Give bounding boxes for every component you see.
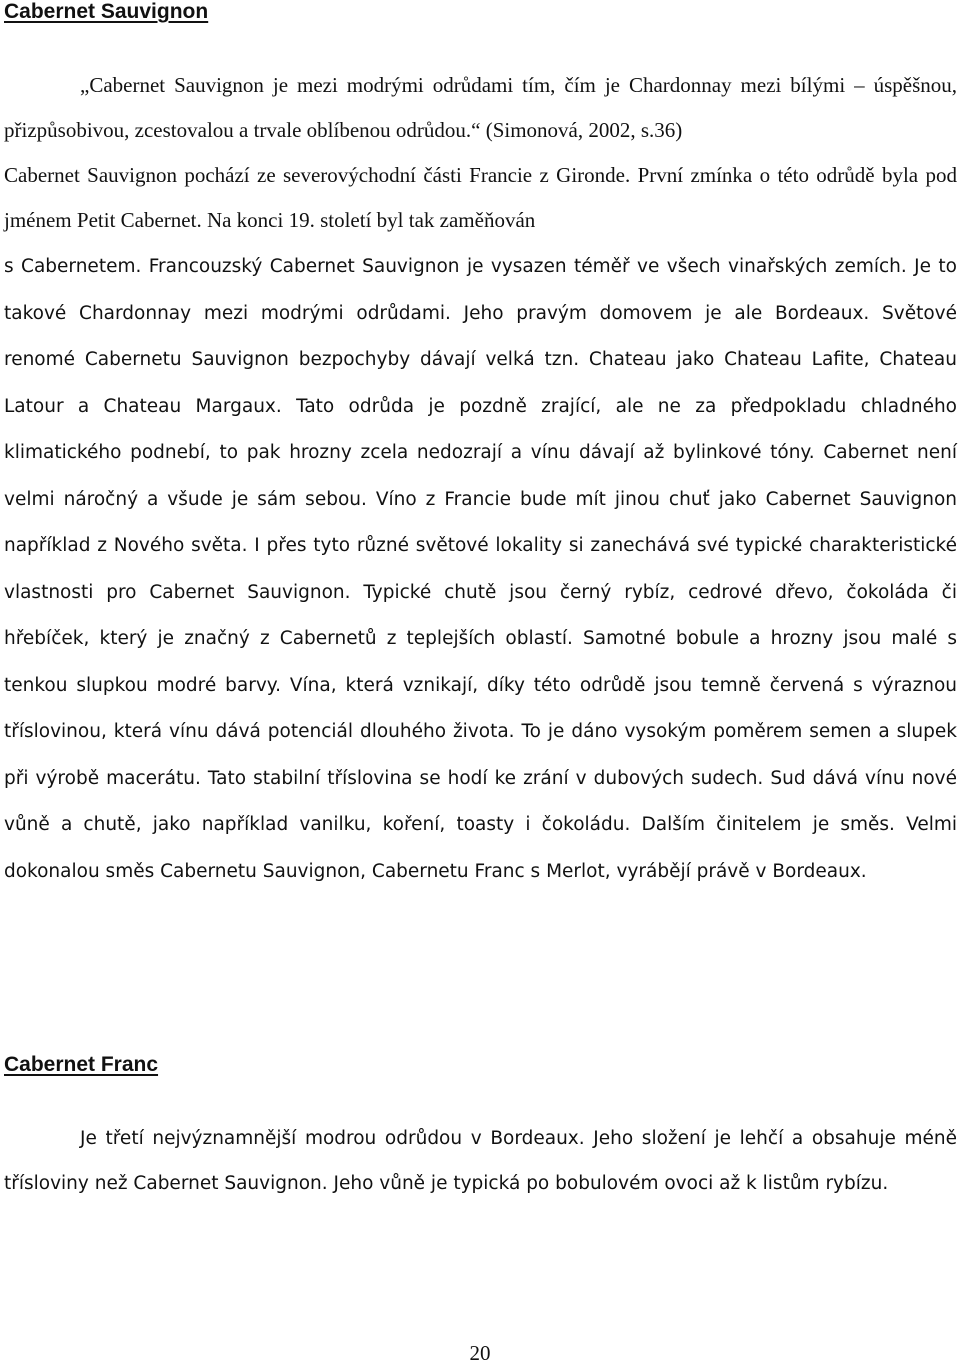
page-number: 20 bbox=[469, 1341, 491, 1365]
section-heading-cabernet-franc: Cabernet Franc bbox=[4, 1053, 159, 1076]
quote-paragraph bbox=[4, 63, 957, 894]
cabernet-franc-paragraph: Je třetí nejvýznamnější modrou odrůdou v Bordeaux. Jeho složení je lehčí a obsahuje méně třísloviny než Cabernet Sauvignon. Jeho vůně je typická po bobulovém ovoci až k listům rybízu. bbox=[4, 1128, 957, 1194]
body-text: s Cabernetem. Francouzský Cabernet Sauvignon je vysazen téměř ve všech vinařských zemích. Je to takové Chardonnay mezi modrými odrůdami. Jeho pravým domovem je ale Bordeaux. Světové renomé Cabernetu Sauvignon bezpochyby dávají velká tzn. Chateau jako Chateau Lafite, Chateau Latour a Chateau Margaux. Tato odrůda je pozdně zrající, ale ne za předpokladu chladného klimatického podnebí, to pak hrozny zcela nedozrají a vínu dávají až bylinkové tóny. Cabernet není velmi náročný a všude je sám sebou. Víno z Francie bude mít jinou chuť jako Cabernet Sauvignon například z Nového světa. I přes tyto různé světové lokality si zanechává své typické charakteristické vlastnosti pro Cabernet Sauvignon. Typické chutě jsou černý rybíz, cedrové dřevo, čokoláda či hřebíček, který je značný z Cabernetů z teplejších oblastí. Samotné bobule a hrozny jsou malé s tenkou slupkou modré barvy. Vína, která vznikají, díky této odrůdě jsou temně červená s výraznou tříslovinou, která vínu dává potenciál dlouhého života. To je dáno vysokým poměrem semen a slupek při výrobě macerátu. Tato stabilní tříslovina se hodí ke zrání v dubových sudech. Sud dává vínu nové vůně a chutě, jako například vanilku, koření, toasty i čokoládu. Dalším činitelem je směs. Velmi dokonalou směs Cabernetu Sauvignon, Cabernetu Franc s Merlot, vyrábějí právě v Bordeaux. bbox=[4, 256, 957, 882]
quote-text: „Cabernet Sauvignon je mezi modrými odrůdami tím, čím je Chardonnay mezi bílými – úspěšnou, přizpůsobivou, zcestovalou a trvale oblíbenou odrůdou.“ (Simonová, 2002, s.36) bbox=[4, 73, 957, 142]
intro-text: Cabernet Sauvignon pochází ze severovýchodní části Francie z Gironde. První zmínka o této odrůdě byla pod jménem Petit Cabernet. Na konci 19. století byl tak zaměňován bbox=[4, 163, 957, 232]
section-heading-cabernet-sauvignon: Cabernet Sauvignon bbox=[4, 0, 209, 23]
